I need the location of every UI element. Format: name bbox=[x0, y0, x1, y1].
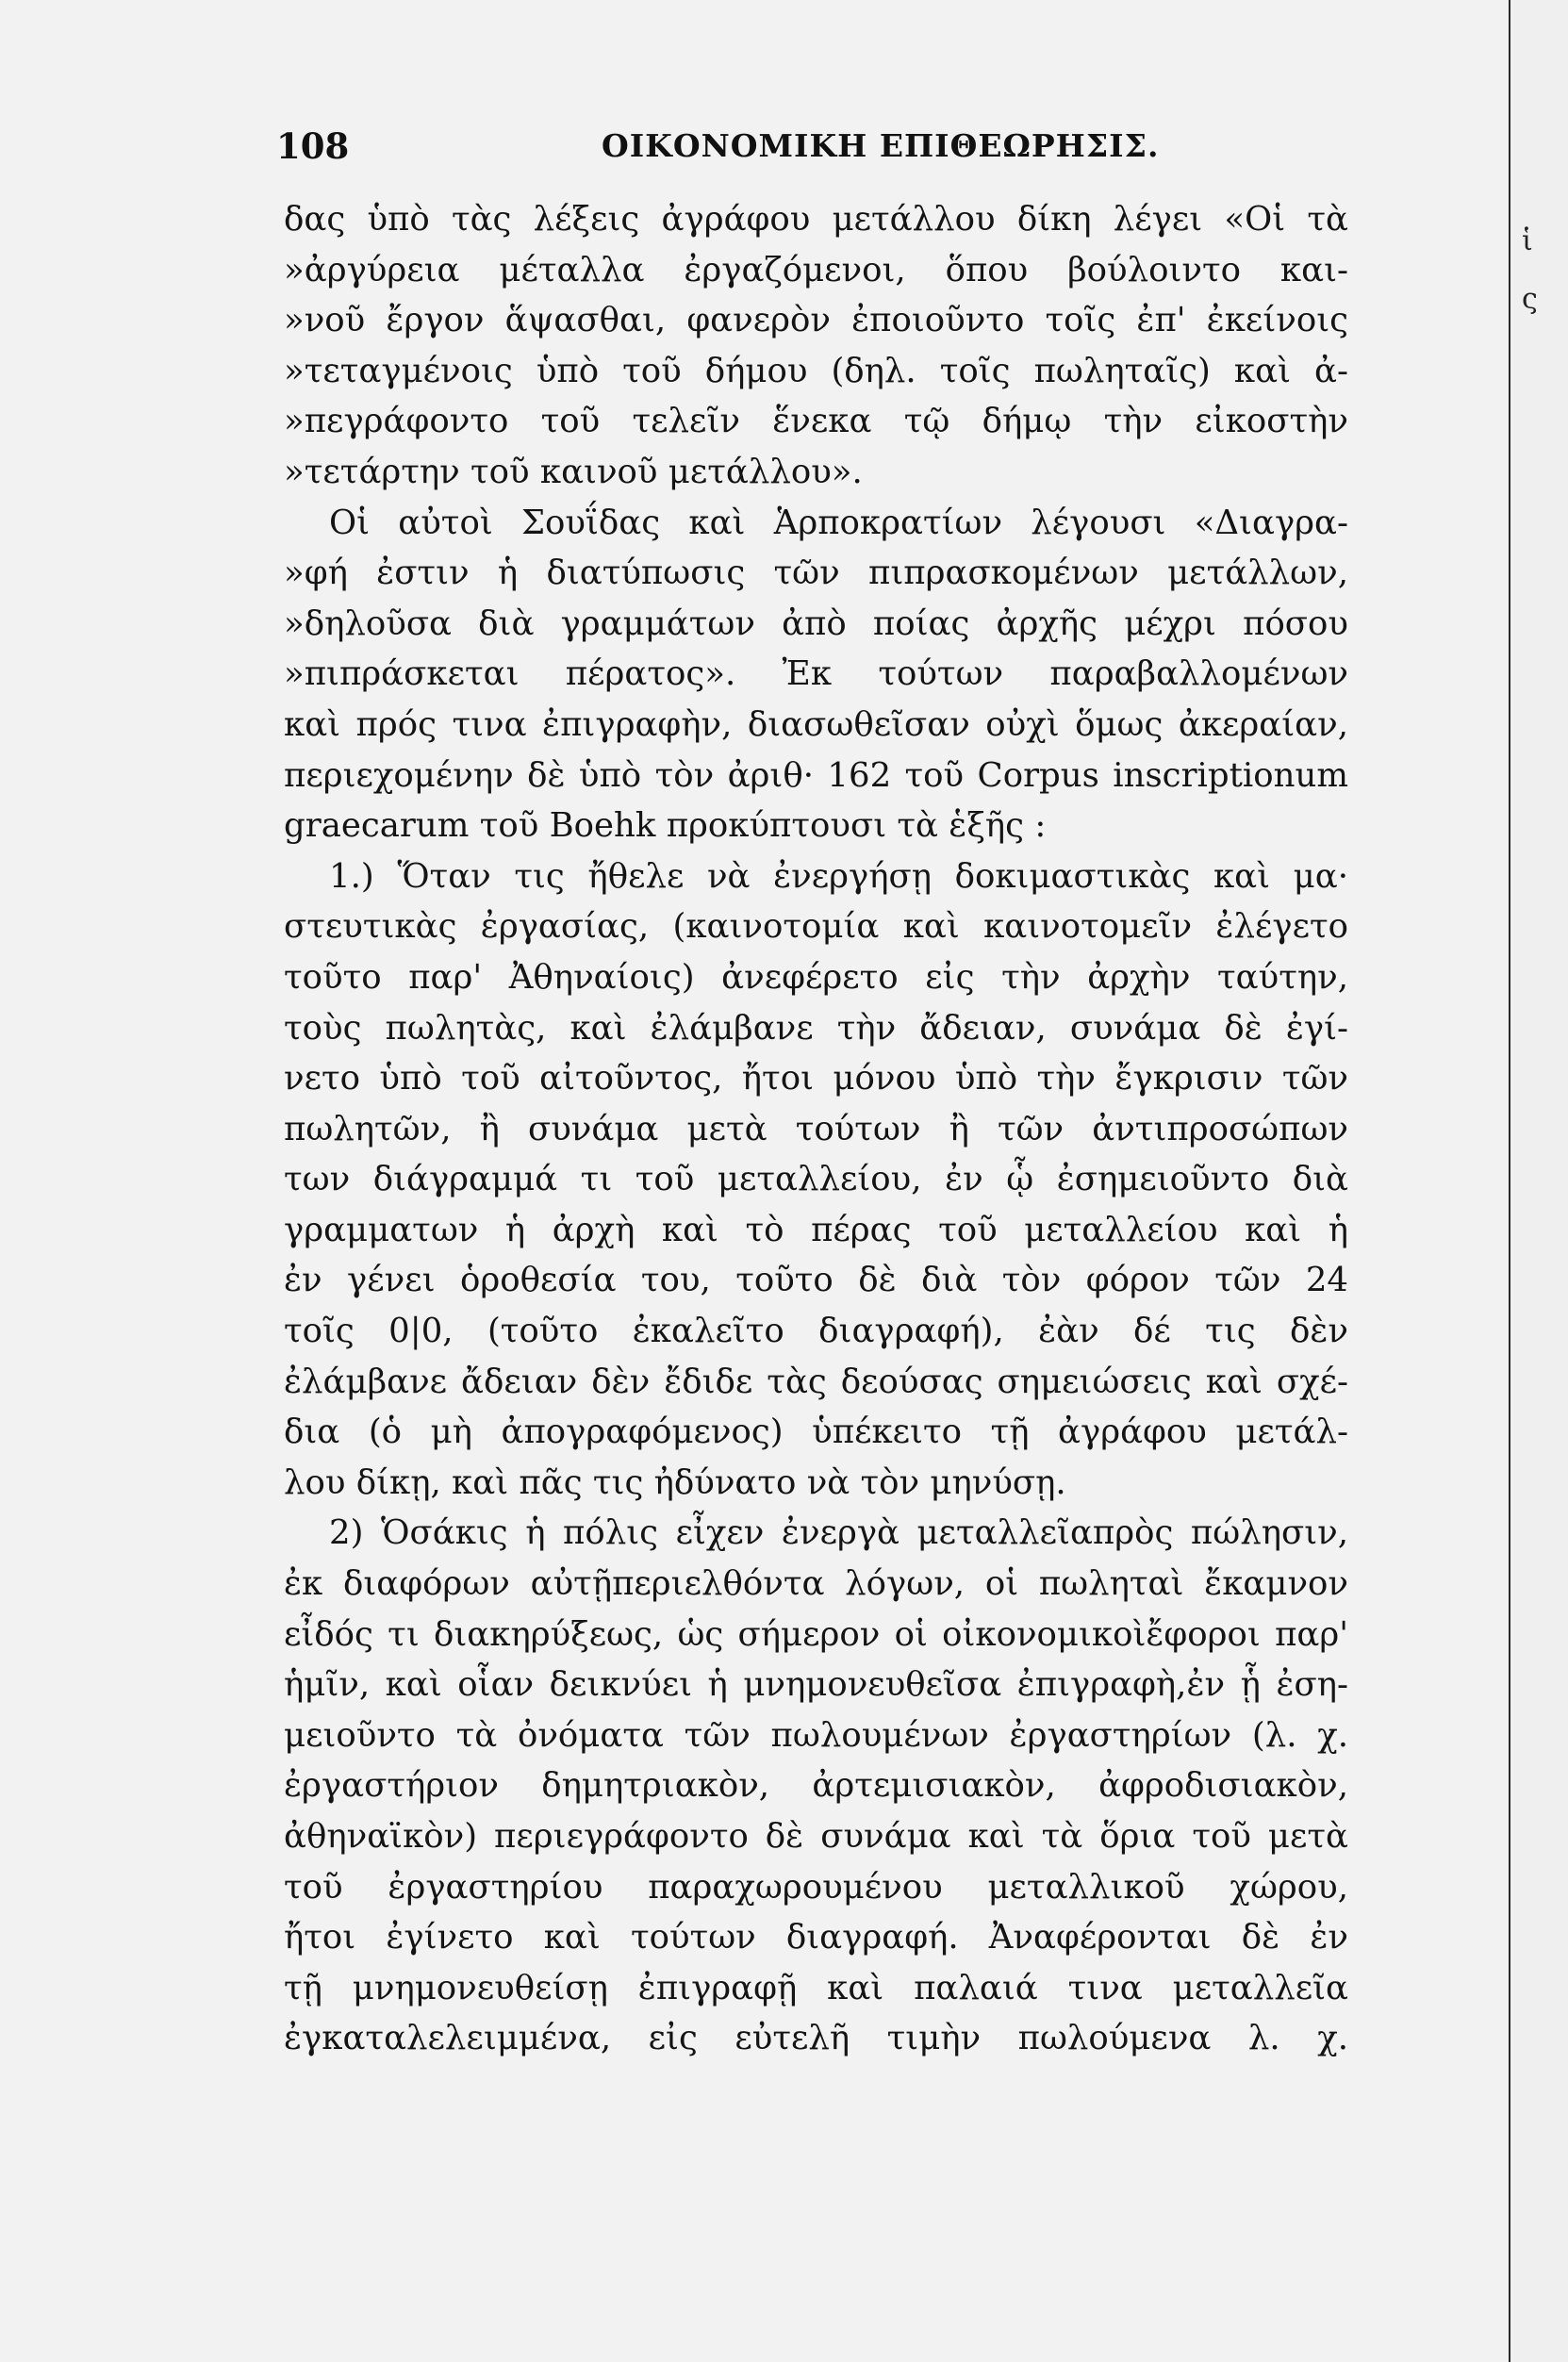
text-line: πωλητῶν, ἢ συνάμα μετὰ τούτων ἢ τῶν ἀντιπροσώπων bbox=[284, 1109, 1348, 1148]
text-line: »τεταγμένοις ὑπὸ τοῦ δήμου (δηλ. τοῖς πωληταῖς) καὶ ἀ- bbox=[284, 351, 1348, 390]
text-line: ἐργαστήριον δημητριακὸν, ἀρτεμισιακὸν, ἀφροδισιακὸν, bbox=[284, 1766, 1348, 1806]
text-line: »πεγράφοντο τοῦ τελεῖν ἕνεκα τῷ δήμῳ τὴν εἰκοστὴν bbox=[284, 402, 1348, 441]
text-line: »πιπράσκεται πέρατος». Ἐκ τούτων παραβαλλομένων bbox=[284, 654, 1348, 694]
text-line: »νοῦ ἔργον ἅψασθαι, φανερὸν ἐποιοῦντο τοῖς ἐπ' ἐκείνοις bbox=[284, 301, 1348, 340]
text-line: εἶδός τι διακηρύξεως, ὡς σήμερον οἱ οἰκονομικοὶἔφοροι παρ' bbox=[284, 1614, 1348, 1654]
text-line: καὶ πρός τινα ἐπιγραφὴν, διασωθεῖσαν οὐχὶ ὅμως ἀκεραίαν, bbox=[284, 704, 1348, 744]
text-line: τοὺς πωλητὰς, καὶ ἐλάμβανε τὴν ἄδειαν, συνάμα δὲ ἐγί- bbox=[284, 1008, 1348, 1048]
page-header bbox=[276, 125, 1348, 173]
text-line: graecarum τοῦ Boehk προκύπτουσι τὰ ἑξῆς : bbox=[284, 806, 1047, 846]
text-line: ἐκ διαφόρων αὐτῇπεριελθόντα λόγων, οἱ πωληταὶ ἔκαμνον bbox=[284, 1564, 1348, 1604]
edge-glyph: ἱ bbox=[1522, 224, 1533, 257]
text-line: γραμματων ἡ ἀρχὴ καὶ τὸ πέρας τοῦ μεταλλείου καὶ ἡ bbox=[284, 1210, 1348, 1249]
text-line: ἐν γένει ὁροθεσία του, τοῦτο δὲ διὰ τὸν φόρον τῶν 24 bbox=[284, 1261, 1348, 1300]
text-line: νετο ὑπὸ τοῦ αἰτοῦντος, ἤτοι μόνου ὑπὸ τὴν ἔγκρισιν τῶν bbox=[284, 1059, 1348, 1098]
running-title: ΟΙΚΟΝΟΜΙΚΗ ΕΠΙΘΕΩΡΗΣΙΣ. bbox=[602, 127, 1160, 164]
text-line: »δηλοῦσα διὰ γραμμάτων ἀπὸ ποίας ἀρχῆς μέχρι πόσου bbox=[284, 603, 1348, 643]
text-line: λου δίκῃ, καὶ πᾶς τις ἠδύνατο νὰ τὸν μηνύσῃ. bbox=[284, 1462, 1066, 1502]
text-line: των διάγραμμά τι τοῦ μεταλλείου, ἐν ᾧ ἐσημειοῦντο διὰ bbox=[284, 1160, 1348, 1199]
text-line: ἤτοι ἐγίνετο καὶ τούτων διαγραφή. Ἀναφέρονται δὲ ἐν bbox=[284, 1918, 1348, 1957]
text-line: »τετάρτην τοῦ καινοῦ μετάλλου». bbox=[284, 452, 863, 491]
text-line: δια (ὁ μὴ ἀπογραφόμενος) ὑπέκειτο τῇ ἀγράφου μετάλ- bbox=[284, 1412, 1348, 1452]
text-line: μειοῦντο τὰ ὀνόματα τῶν πωλουμένων ἐργαστηρίων (λ. χ. bbox=[284, 1715, 1348, 1755]
text-line: »ἀργύρεια μέταλλα ἐργαζόμενοι, ὅπου βούλοιντο και- bbox=[284, 250, 1348, 289]
body-text bbox=[284, 194, 1348, 2064]
text-line: 2) Ὁσάκις ἡ πόλις εἶχεν ἐνεργὰ μεταλλεῖαπρὸς πώλησιν, bbox=[329, 1513, 1348, 1553]
text-line: 1.) Ὅταν τις ἤθελε νὰ ἐνεργήσῃ δοκιμαστικὰς καὶ μα· bbox=[329, 856, 1348, 896]
text-line: Οἱ αὐτοὶ Σουΐδας καὶ Ἁρποκρατίων λέγουσι «Διαγρα- bbox=[329, 503, 1348, 542]
text-line: »φή ἐστιν ἡ διατύπωσις τῶν πιπρασκομένων μετάλλων, bbox=[284, 553, 1348, 593]
text-line: ἐλάμβανε ἄδειαν δὲν ἔδιδε τὰς δεούσας σημειώσεις καὶ σχέ- bbox=[284, 1362, 1348, 1401]
edge-glyph: ς bbox=[1522, 283, 1538, 316]
text-line: τοῦ ἐργαστηρίου παραχωρουμένου μεταλλικοῦ χώρου, bbox=[284, 1867, 1348, 1907]
text-line: τῇ μνημονευθείσῃ ἐπιγραφῇ καὶ παλαιά τινα μεταλλεῖα bbox=[284, 1968, 1348, 2007]
text-line: ἡμῖν, καὶ οἷαν δεικνύει ἡ μνημονευθεῖσα ἐπιγραφὴ,ἐν ᾗ ἐση- bbox=[284, 1665, 1348, 1705]
page-number: 108 bbox=[276, 125, 350, 167]
text-line: τοῦτο παρ' Ἀθηναίοις) ἀνεφέρετο εἰς τὴν ἀρχὴν ταύτην, bbox=[284, 957, 1348, 997]
text-line: ἀθηναϊκὸν) περιεγράφοντο δὲ συνάμα καὶ τὰ ὅρια τοῦ μετὰ bbox=[284, 1817, 1348, 1856]
text-line: στευτικὰς ἐργασίας, (καινοτομία καὶ καινοτομεῖν ἐλέγετο bbox=[284, 907, 1348, 947]
text-line: περιεχομένην δὲ ὑπὸ τὸν ἀριθ· 162 τοῦ Corpus inscriptionum bbox=[284, 755, 1348, 795]
text-line: δας ὑπὸ τὰς λέξεις ἀγράφου μετάλλου δίκη λέγει «Οἱ τὰ bbox=[284, 200, 1348, 239]
text-line: ἐγκαταλελειμμένα, εἰς εὐτελῆ τιμὴν πωλούμενα λ. χ. bbox=[284, 2019, 1348, 2058]
text-line: τοῖς 0|0, (τοῦτο ἐκαλεῖτο διαγραφή), ἐὰν δέ τις δὲν bbox=[284, 1312, 1348, 1351]
facing-page-edge bbox=[1509, 0, 1568, 2362]
